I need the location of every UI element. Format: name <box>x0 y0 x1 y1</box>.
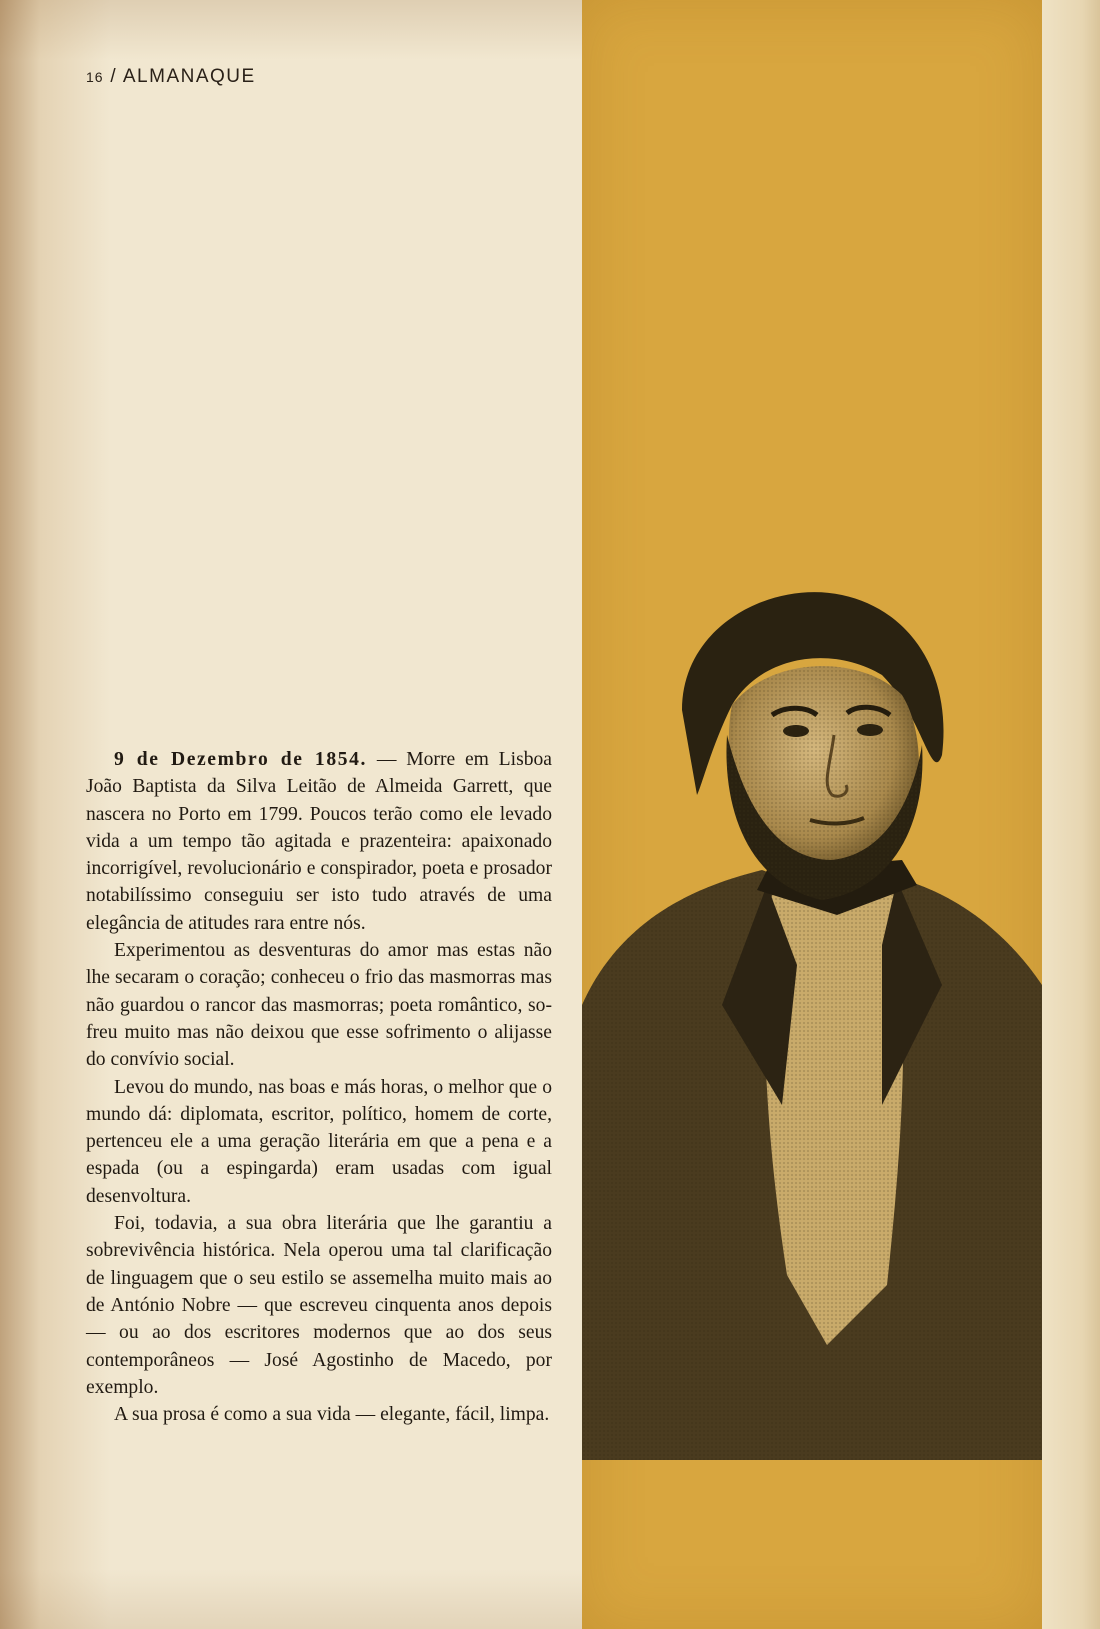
date-heading: 9 de Dezembro de 1854. <box>114 749 368 770</box>
page-header <box>86 66 256 88</box>
right-page-margin <box>1042 0 1100 1629</box>
article-body <box>86 746 552 1428</box>
portrait-left-eye <box>783 725 809 737</box>
page-number: 16 <box>86 69 104 85</box>
article-paragraph-3: Levou do mundo, nas boas e más horas, o melhor que o mundo dá: diplomata, escritor, político, homem de corte, pertenceu ele a uma geração literária em que a pena e a espada (ou a espingarda) eram usadas com igual desenvoltura. <box>86 1076 552 1207</box>
paragraph-1-text: — Morre em Lisboa João Baptista da Silva Leitão de Almeida Garrett, que nascera no Porto em 1799. Poucos terão como ele levado vida a um tempo tão agitada e prazenteira: apaixonado incorrigível, revolucionário e conspirador, poeta e prosador notabilíssimo conseguiu ser isto tudo através de uma elegância de atitudes rara entre nós. <box>86 749 553 934</box>
article-paragraph-4: Foi, todavia, a sua obra literária que lhe garantiu a sobrevivência histórica. Nela operou uma tal clarificação de linguagem que o seu estilo se assemelha muito mais ao de António Nobre — que escreveu cinquenta anos depois — ou ao dos escritores modernos que ao dos seus contemporâneos — José Agostinho de Macedo, por exemplo. <box>86 1213 552 1398</box>
portrait-illustration <box>582 585 1042 1460</box>
portrait-right-eye <box>857 724 883 736</box>
article-paragraph-1 <box>86 746 552 937</box>
section-title: ALMANAQUE <box>122 66 256 87</box>
article-paragraph-2: Experimentou as desventuras do amor mas estas não lhe secaram o coração; conheceu o frio das masmorras mas não guardou o rancor das masmorras; poeta romântico, sofreu muito mas não deixou que esse sofrimento o alijasse do convívio social. <box>86 940 552 1071</box>
header-separator: / <box>110 66 118 87</box>
article-paragraph-5: A sua prosa é como a sua vida — elegante, fácil, limpa. <box>114 1404 550 1426</box>
